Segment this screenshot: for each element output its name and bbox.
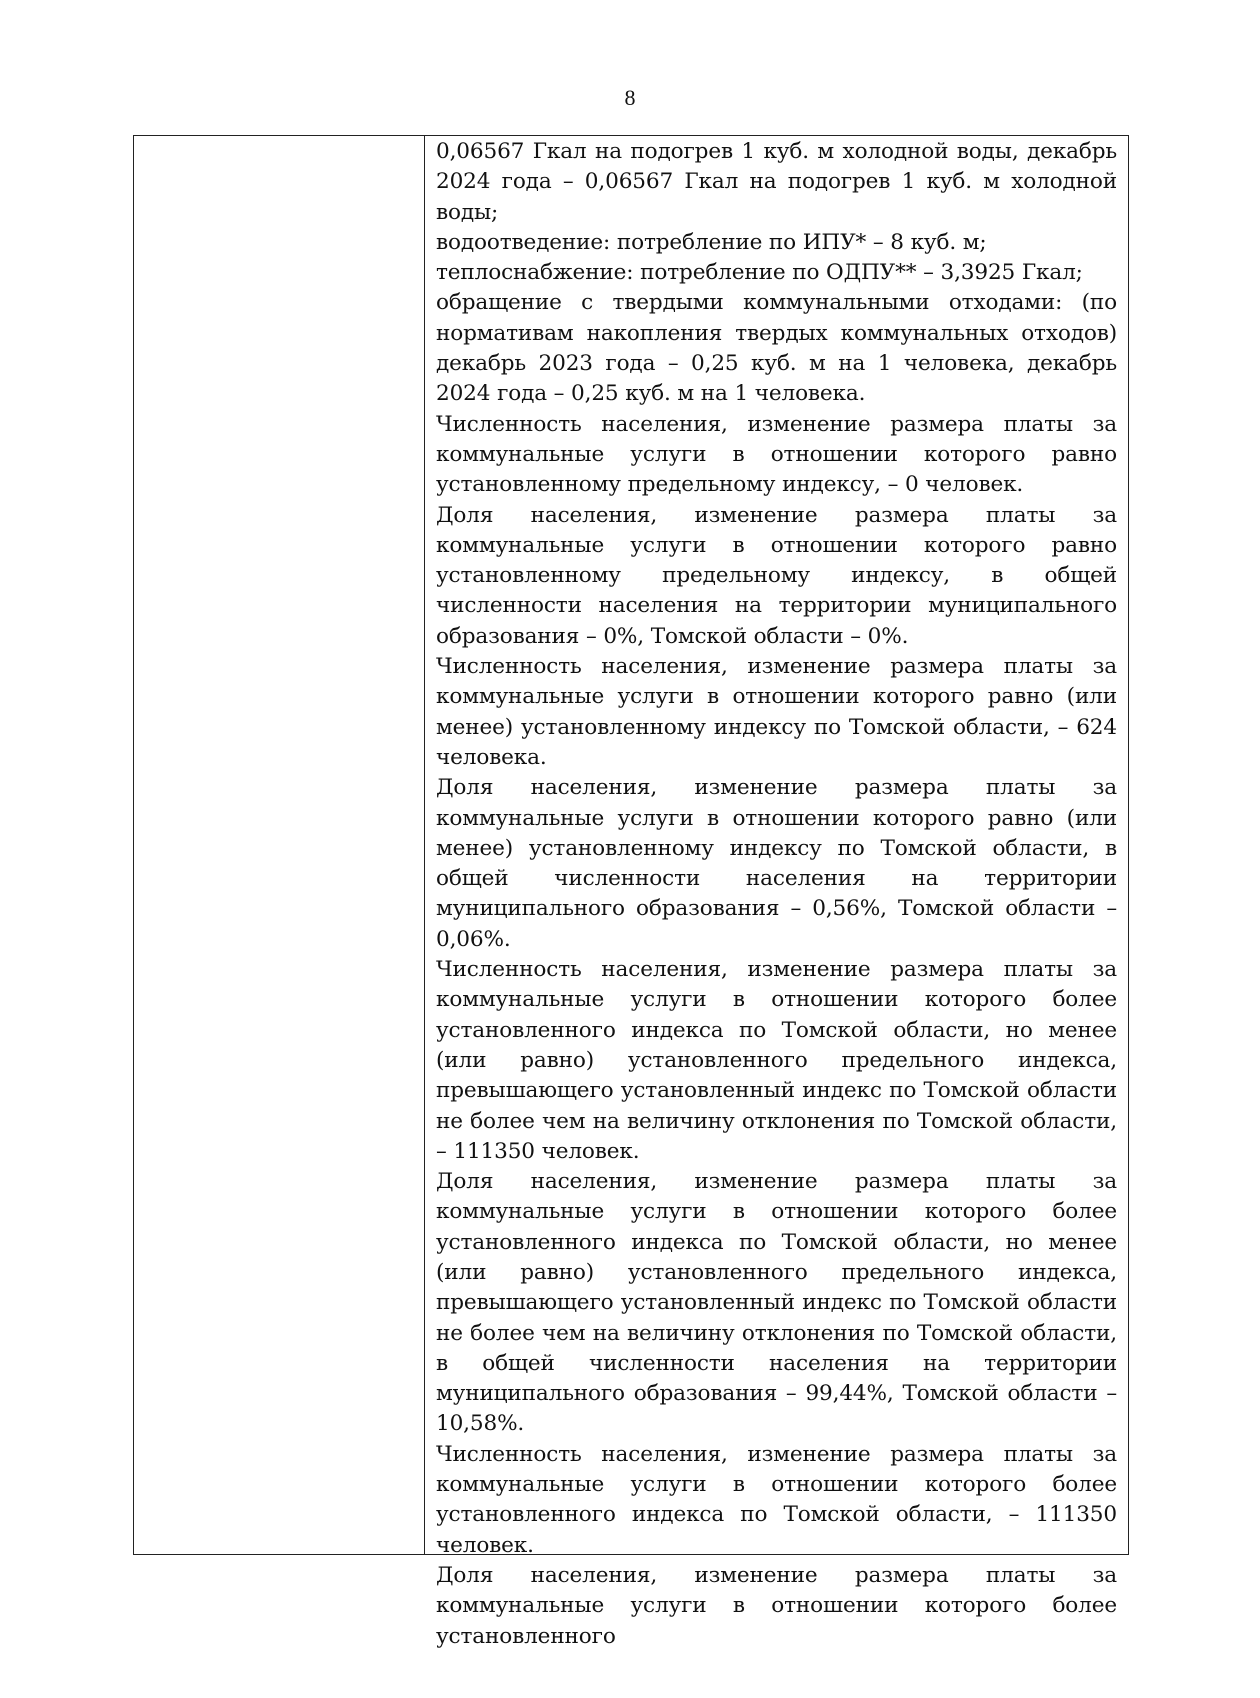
paragraph-population-above-regional-index: Численность населения, изменение размера платы за коммунальные услуги в отношении которого более установленного индекса по Томской области, – 111350 человек. [436, 1441, 1117, 1558]
paragraph-share-above-regional-index: Доля населения, изменение размера платы за коммунальные услуги в отношении которого более установленного [436, 1562, 1117, 1649]
paragraph-heat-supply: теплоснабжение: потребление по ОДПУ** – 3,3925 Гкал; [436, 260, 1083, 286]
paragraph-solid-waste: обращение с твердыми коммунальными отходами: (по нормативам накопления твердых коммунальных отходов) декабрь 2023 года – 0,25 куб. м на 1 человека, декабрь 2024 года – 0,25 куб. м на 1 человека. [436, 290, 1117, 407]
paragraph-share-within-deviation: Доля населения, изменение размера платы за коммунальные услуги в отношении которого более установленного индекса по Томской области, но менее (или равно) установленного предельного индекса, превышающего установленный индекс по Томской области не более чем на величину отклонения по Томской области, в общей численности населения на территории муниципального образования – 99,44%, Томской области – 10,58%. [436, 1169, 1117, 1437]
paragraph-share-le-regional-index: Доля населения, изменение размера платы за коммунальные услуги в отношении которого равно (или менее) установленному индексу по Томской области, в общей численности населения на территории муниципального образования – 0,56%, Томской области – 0,06%. [436, 775, 1117, 952]
paragraph-population-le-regional-index: Численность населения, изменение размера платы за коммунальные услуги в отношении которого равно (или менее) установленному индексу по Томской области, – 624 человека. [436, 654, 1117, 770]
page-number: 8 [624, 85, 636, 110]
paragraph-water-disposal: водоотведение: потребление по ИПУ* – 8 куб. м; [436, 229, 987, 255]
document-table [133, 135, 1129, 1649]
paragraph-cold-water-heating: 0,06567 Гкал на подогрев 1 куб. м холодной воды, декабрь 2024 года – 0,06567 Гкал на подогрев 1 куб. м холодной воды; [436, 139, 1117, 225]
table-right-cell [425, 136, 1128, 1649]
paragraph-population-within-deviation: Численность населения, изменение размера платы за коммунальные услуги в отношении которого более установленного индекса по Томской области, но менее (или равно) установленного предельного индекса, превышающего установленный индекс по Томской области не более чем на величину отклонения по Томской области, – 111350 человек. [436, 957, 1117, 1164]
paragraph-population-equal-max-index: Численность населения, изменение размера платы за коммунальные услуги в отношении которого равно установленному предельному индексу, – 0 человек. [436, 411, 1117, 498]
paragraph-share-equal-max-index: Доля населения, изменение размера платы за коммунальные услуги в отношении которого равно установленному предельному индексу, в общей численности населения на территории муниципального образования – 0%, Томской области – 0%. [436, 502, 1117, 649]
table-left-cell [134, 136, 425, 1554]
